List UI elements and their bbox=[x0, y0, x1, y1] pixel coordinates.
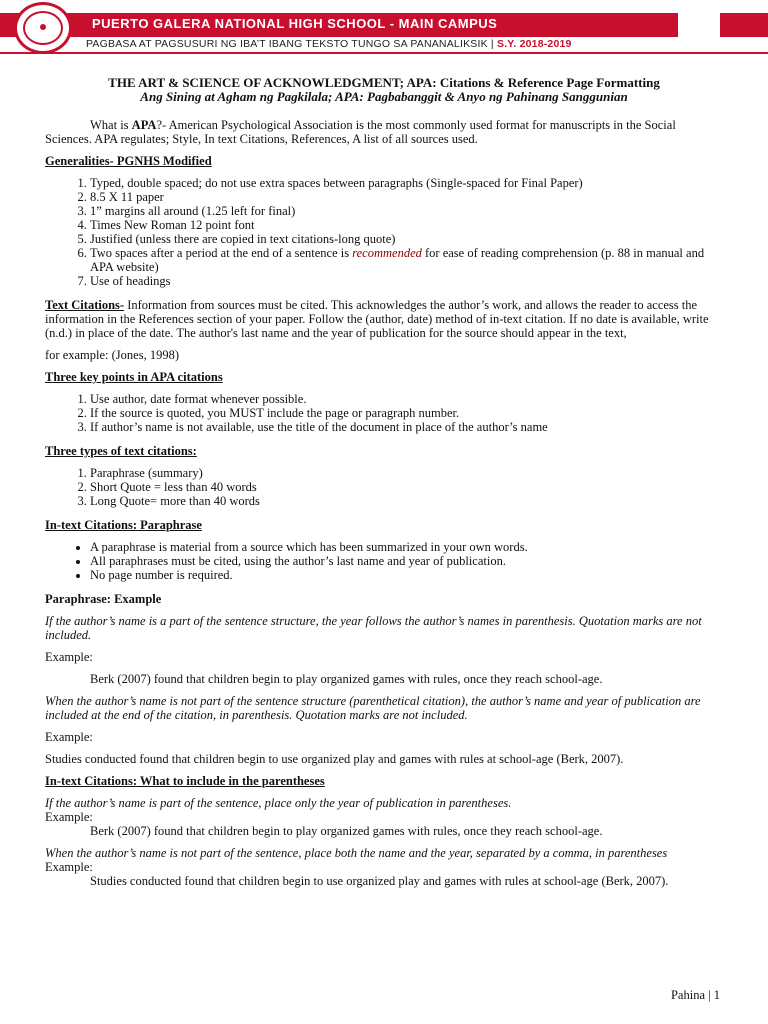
list-item: 3. If author’s name is not available, use the title of the document in place of the author’s name bbox=[90, 420, 723, 434]
document-title-filipino: Ang Sining at Agham ng Pagkilala; APA: Pagbabanggit & Anyo ng Pahinang Sanggunian bbox=[140, 89, 628, 104]
key-points-heading: Three key points in APA citations bbox=[45, 370, 223, 384]
list-item: 5. Justified (unless there are copied in text citations-long quote) bbox=[90, 232, 723, 246]
course-subtitle bbox=[86, 38, 572, 50]
document-body bbox=[45, 76, 723, 896]
parentheses-note-1: If the author’s name is part of the sentence, place only the year of publication in parentheses. bbox=[45, 796, 512, 810]
intro-post: ?- American Psychological Association is the most commonly used format for manuscripts in the Social Sciences. APA regulates; Style, In text Citations, References, A list of all sources used. bbox=[45, 118, 676, 146]
example-label: Example: bbox=[45, 810, 93, 824]
berk-example-2: Berk (2007) found that children begin to play organized games with rules, once they reach school-age. bbox=[90, 824, 603, 838]
seal-inner-ring bbox=[23, 11, 63, 45]
text-citations-body: Information from sources must be cited. This acknowledges the author’s work, and allows the reader to access the information in the References section of your paper. Follow the (author, date) method of in-text citation. If no date is available, write (n.d.) in place of the date. The author's last name and the year of publication for the source should appear in the text, bbox=[45, 298, 709, 340]
seal-center-dot bbox=[40, 24, 46, 30]
list-item: 4. Times New Roman 12 point font bbox=[90, 218, 723, 232]
parentheses-heading: In-text Citations: What to include in the parentheses bbox=[45, 774, 325, 788]
list-item: 3. Long Quote= more than 40 words bbox=[90, 494, 723, 508]
berk-example: Berk (2007) found that children begin to play organized games with rules, once they reach school-age. bbox=[90, 672, 603, 686]
intro-paragraph bbox=[45, 118, 723, 146]
page-number: Pahina | 1 bbox=[670, 988, 720, 1002]
list-item: • No page number is required. bbox=[90, 568, 723, 582]
generalities-list bbox=[45, 176, 723, 288]
text-citations-paragraph bbox=[45, 298, 723, 340]
list-item: 1. Use author, date format whenever possible. bbox=[90, 392, 723, 406]
course-name: PAGBASA AT PAGSUSURI NG IBA’T IBANG TEKSTO TUNGO SA PANANALIKSIK | bbox=[86, 38, 497, 50]
for-example-line: for example: (Jones, 1998) bbox=[45, 348, 179, 362]
list-item: • A paraphrase is material from a source which has been summarized in your own words. bbox=[90, 540, 723, 554]
list-item: 2. If the source is quoted, you MUST include the page or paragraph number. bbox=[90, 406, 723, 420]
gen6-pre: Two spaces after a period at the end of a sentence is bbox=[90, 246, 353, 260]
key-points-list bbox=[45, 392, 723, 434]
studies-example-2: Studies conducted found that children begin to use organized play and games with rules at school-age (Berk, 2007). bbox=[90, 874, 669, 888]
school-name: PUERTO GALERA NATIONAL HIGH SCHOOL - MAIN CAMPUS bbox=[92, 16, 498, 31]
example-label: Example: bbox=[45, 860, 93, 874]
page-header bbox=[0, 0, 768, 56]
paraphrase-note-1: If the author’s name is a part of the sentence structure, the year follows the author’s names in parenthesis. Quotation marks are not included. bbox=[45, 614, 702, 642]
example-label: Example: bbox=[45, 650, 93, 664]
gen6-post: for ease of reading comprehension (p. 88 in manual and APA website) bbox=[90, 246, 705, 274]
list-item: 2. Short Quote = less than 40 words bbox=[90, 480, 723, 494]
parentheses-note-2: When the author’s name is not part of the sentence, place both the name and the year, separated by a comma, in parentheses bbox=[45, 846, 668, 860]
types-list bbox=[45, 466, 723, 508]
paraphrase-heading: In-text Citations: Paraphrase bbox=[45, 518, 202, 532]
studies-example: Studies conducted found that children begin to use organized play and games with rules at school-age (Berk, 2007). bbox=[45, 752, 624, 766]
list-item: 3. 1” margins all around (1.25 left for final) bbox=[90, 204, 723, 218]
intro-pre: What is bbox=[90, 118, 132, 132]
list-item bbox=[90, 246, 723, 274]
paraphrase-note-2: When the author’s name is not part of the sentence structure (parenthetical citation), the author’s name and year of publication are included at the end of the citation, in parenthesis. Quotation marks are not included. bbox=[45, 694, 701, 722]
document-title: THE ART & SCIENCE OF ACKNOWLEDGMENT; APA: Citations & Reference Page Formatting bbox=[108, 75, 660, 90]
header-corner-box bbox=[678, 12, 720, 38]
school-seal-icon bbox=[14, 2, 72, 54]
types-heading: Three types of text citations: bbox=[45, 444, 197, 458]
list-item: 7. Use of headings bbox=[90, 274, 723, 288]
list-item: 1. Paraphrase (summary) bbox=[90, 466, 723, 480]
text-citations-heading: Text Citations- bbox=[45, 298, 125, 312]
list-item: 1. Typed, double spaced; do not use extra spaces between paragraphs (Single-spaced for Final Paper) bbox=[90, 176, 723, 190]
list-item: • All paraphrases must be cited, using the author’s last name and year of publication. bbox=[90, 554, 723, 568]
school-year: S.Y. 2018-2019 bbox=[496, 38, 572, 50]
list-item: 2. 8.5 X 11 paper bbox=[90, 190, 723, 204]
paraphrase-bullets bbox=[45, 540, 723, 582]
intro-apa: APA bbox=[131, 118, 157, 132]
example-label: Example: bbox=[45, 730, 93, 744]
generalities-heading: Generalities- PGNHS Modified bbox=[45, 154, 212, 168]
gen6-recommended: recommended bbox=[352, 246, 422, 260]
paraphrase-example-heading: Paraphrase: Example bbox=[45, 592, 162, 606]
